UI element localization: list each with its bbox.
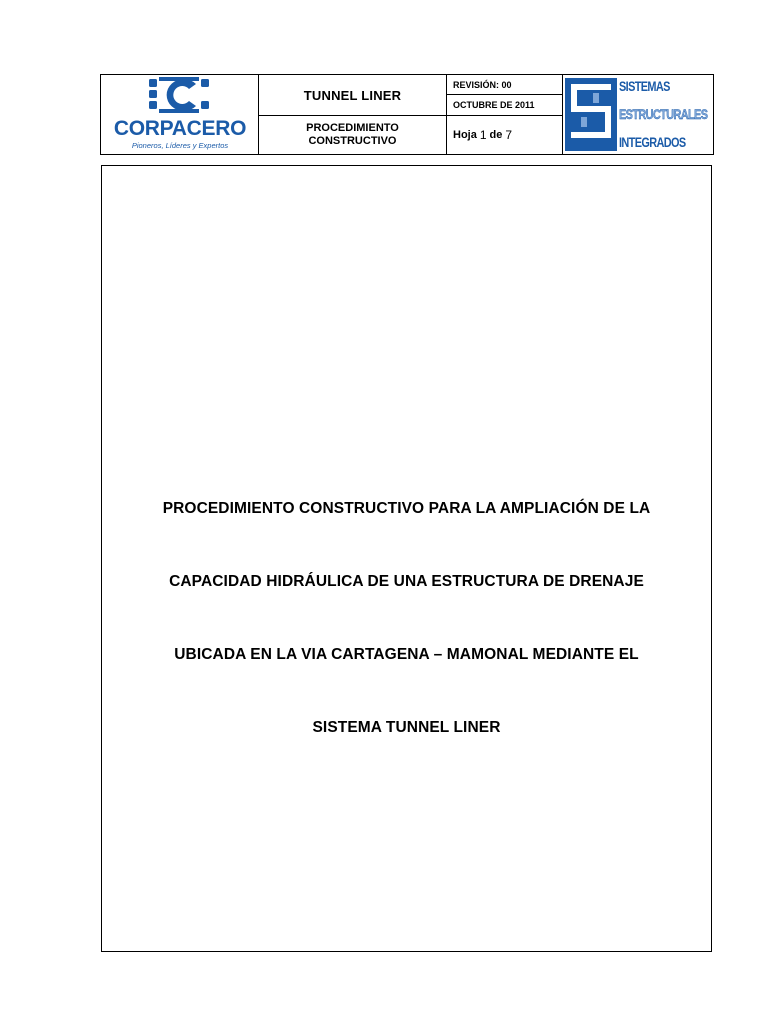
revision-column xyxy=(447,75,563,154)
cover-frame xyxy=(101,165,712,952)
company-tagline: Pioneros, Líderes y Expertos xyxy=(131,141,229,150)
revision-number: REVISIÓN: 00 xyxy=(447,75,562,95)
revision-date: OCTUBRE DE 2011 xyxy=(447,95,562,116)
title-line-3: UBICADA EN LA VIA CARTAGENA – MAMONAL MEDIANTE EL xyxy=(174,645,639,663)
document-title xyxy=(102,454,711,783)
sheet-label: Hoja xyxy=(453,129,477,141)
title-line-2: CAPACIDAD HIDRÁULICA DE UNA ESTRUCTURA DE DRENAJE xyxy=(169,572,644,590)
company-name: CORPACERO xyxy=(113,117,247,140)
document-type xyxy=(259,116,446,154)
sheet-current: 1 xyxy=(479,128,487,142)
document-code-title: TUNNEL LINER xyxy=(259,75,446,116)
corpacero-logo xyxy=(101,75,259,154)
title-column xyxy=(259,75,447,154)
corpacero-emblem-icon xyxy=(101,75,259,119)
sheet-total: 7 xyxy=(505,128,513,142)
sheet-counter xyxy=(447,116,562,154)
document-type-line2: CONSTRUCTIVO xyxy=(308,135,397,147)
sheet-of-label: de xyxy=(489,129,503,141)
sei-line1: SISTEMAS xyxy=(619,78,670,94)
sei-line2: ESTRUCTURALES xyxy=(619,106,708,122)
sei-line3: INTEGRADOS xyxy=(619,134,686,150)
document-header xyxy=(100,74,714,155)
title-line-4: SISTEMA TUNNEL LINER xyxy=(312,718,501,736)
title-line-1: PROCEDIMIENTO CONSTRUCTIVO PARA LA AMPLIACIÓN DE LA xyxy=(162,499,651,517)
document-type-line1: PROCEDIMIENTO xyxy=(306,122,399,134)
sei-logo xyxy=(563,75,713,154)
